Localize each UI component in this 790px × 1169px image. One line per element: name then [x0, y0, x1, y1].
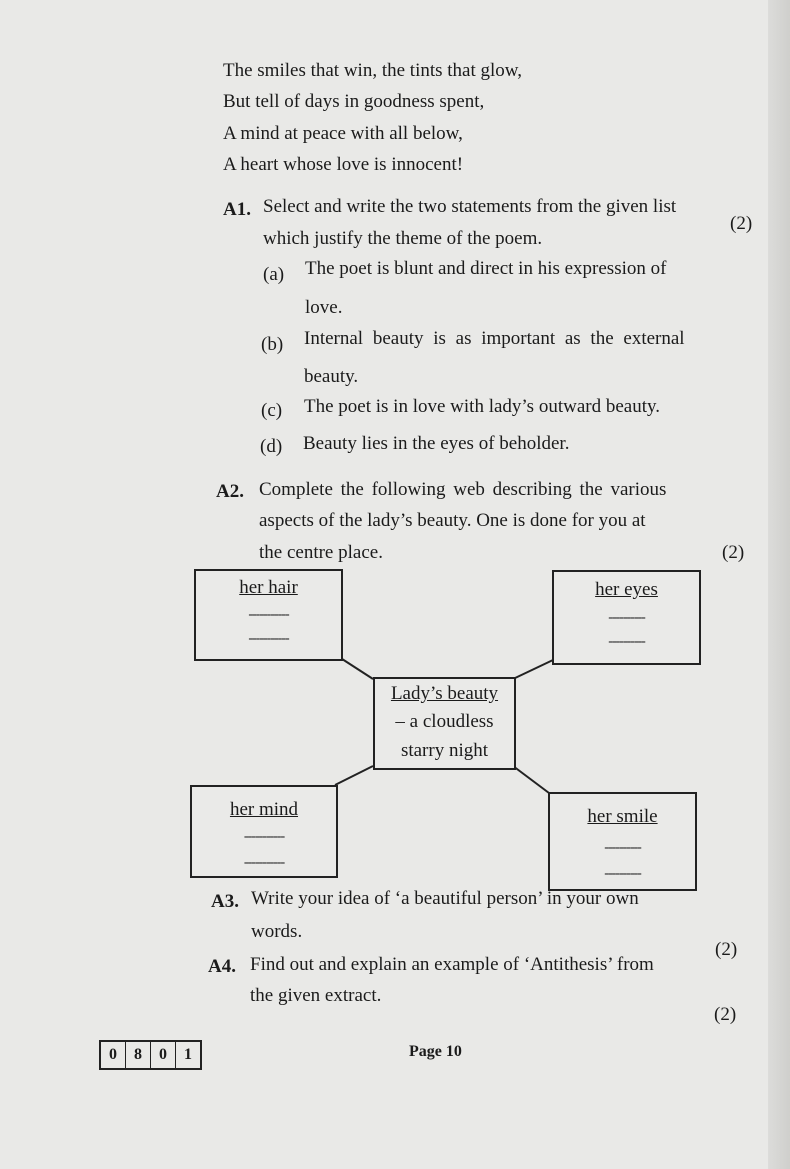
question-a2-marks: (2)	[722, 542, 745, 563]
option-b-text-2: beauty.	[304, 366, 359, 387]
question-a3-marks: (2)	[715, 939, 738, 960]
poem-line-4: A heart whose love is innocent!	[223, 154, 464, 175]
question-a4-number: A4.	[208, 956, 236, 977]
center-line-3: starry night	[400, 740, 489, 761]
question-a4-text: Find out and explain an example of ‘Antithesis’ from	[250, 954, 654, 975]
question-a1-marks: (2)	[730, 213, 753, 234]
question-a2-text-2: aspects of the lady’s beauty. One is done for you at	[259, 510, 646, 531]
option-d-text: Beauty lies in the eyes of beholder.	[303, 433, 570, 454]
connector-bottom-left	[335, 766, 373, 785]
option-c-letter: (c)	[261, 400, 283, 421]
question-a1-text: Select and write the two statements from the given list	[263, 196, 677, 217]
option-b-letter: (b)	[261, 334, 284, 355]
answer-blank: ----------	[608, 634, 645, 649]
web-box-her-smile	[548, 792, 697, 891]
question-a4-marks: (2)	[714, 1004, 737, 1025]
page-number: Page 10	[409, 1043, 462, 1060]
poem-line-2: But tell of days in goodness spent,	[223, 91, 485, 112]
option-a-text-2: love.	[305, 297, 343, 318]
paper-code-digit: 8	[126, 1042, 151, 1068]
answer-blank: ----------	[604, 840, 641, 855]
web-box-her-hair	[194, 569, 343, 661]
answer-blank: ----------	[604, 866, 641, 881]
question-a4-text-2: the given extract.	[250, 985, 382, 1006]
paper-code-digit: 0	[101, 1042, 126, 1068]
question-a2-number: A2.	[216, 481, 244, 502]
question-a2-text: Complete the following web describing the various	[259, 479, 667, 500]
option-a-text: The poet is blunt and direct in his expression of	[305, 258, 667, 279]
connector-top-left	[339, 657, 373, 679]
answer-blank: -----------	[248, 607, 289, 622]
web-box-title: her eyes	[595, 579, 658, 600]
web-box-title: her smile	[587, 806, 658, 827]
connector-bottom-right	[513, 766, 549, 793]
answer-blank: -----------	[243, 855, 285, 870]
option-d-letter: (d)	[260, 436, 283, 457]
option-a-letter: (a)	[263, 264, 285, 285]
question-a1-text-2: which justify the theme of the poem.	[263, 228, 543, 249]
web-box-title: her hair	[239, 577, 298, 598]
question-a2-text-3: the centre place.	[259, 542, 383, 563]
poem-line-1: The smiles that win, the tints that glow,	[223, 60, 523, 81]
paper-code-digit: 1	[184, 1046, 192, 1063]
question-a1-number: A1.	[223, 199, 251, 220]
poem-line-3: A mind at peace with all below,	[223, 123, 463, 144]
web-box-her-mind	[190, 785, 338, 878]
question-a3-text: Write your idea of ‘a beautiful person’ in your own	[251, 888, 639, 909]
question-a3-number: A3.	[211, 891, 239, 912]
answer-blank: ----------	[608, 610, 645, 625]
paper-code	[99, 1040, 202, 1070]
center-line-2: – a cloudless	[395, 711, 494, 732]
web-center-box	[373, 677, 516, 770]
answer-blank: -----------	[243, 829, 285, 844]
web-box-title: her mind	[229, 799, 299, 820]
center-title: Lady’s beauty	[390, 683, 499, 704]
question-a3-text-2: words.	[251, 921, 303, 942]
option-b-text: Internal beauty is as important as the external	[304, 328, 685, 349]
option-c-text: The poet is in love with lady’s outward beauty.	[304, 396, 660, 417]
connector-top-right	[513, 660, 553, 679]
answer-blank: -----------	[248, 631, 289, 646]
paper-code-digit: 0	[151, 1042, 176, 1068]
web-box-her-eyes	[552, 570, 701, 665]
